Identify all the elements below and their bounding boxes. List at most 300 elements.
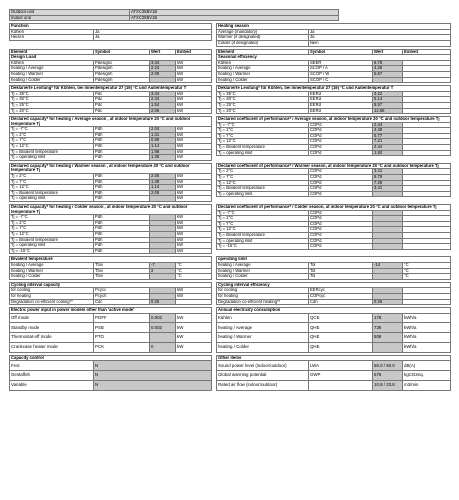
row-unit: kW xyxy=(176,226,212,232)
outdoor-unit-label: Outdoor unit xyxy=(10,10,130,16)
row-symbol: PSB xyxy=(94,323,150,333)
row-unit: kW xyxy=(176,97,212,103)
cold-cop-table xyxy=(216,204,451,250)
row-symbol: Pdh xyxy=(94,248,150,254)
row-label: Standby mode xyxy=(10,323,94,333)
row-symbol: Pdh xyxy=(94,220,150,226)
row-label: heating / Warmer xyxy=(217,268,309,274)
row-label: Tj = 12°C xyxy=(10,144,94,150)
row-symbol: N xyxy=(94,361,212,371)
row-symbol: COPd xyxy=(309,216,373,222)
row-value: 736 xyxy=(373,323,403,333)
section-title: Cycling interval capacity xyxy=(10,282,212,288)
row-value: 2.06 xyxy=(150,71,176,77)
row-unit: kW xyxy=(176,71,212,77)
row-label: Tj = -15°C xyxy=(10,248,94,254)
column-header-symbol: Symbol xyxy=(309,49,373,55)
row-unit: kW xyxy=(176,132,212,138)
row-symbol: Pdh xyxy=(94,237,150,243)
row-value: 1.14 xyxy=(150,144,176,150)
row-value: 5.77 xyxy=(373,133,403,139)
table-row xyxy=(217,108,451,114)
row-label: heating / Average xyxy=(217,262,309,268)
section-title: Declared capacity* for heating / Average season , at indoor temperature 20 °C and outdoor temperature Tj xyxy=(10,117,212,127)
seasonal-table xyxy=(216,49,451,84)
table-row xyxy=(217,299,451,305)
row-symbol: Tol xyxy=(309,268,373,274)
section-pair xyxy=(9,282,451,305)
other-table xyxy=(216,355,451,391)
row-label: heating / Average xyxy=(10,262,94,268)
section-pair xyxy=(9,163,451,202)
row-label: Tj = 2°C xyxy=(10,132,94,138)
row-symbol: Pdesignh xyxy=(94,71,150,77)
table-row xyxy=(10,108,212,114)
row-label: Fest xyxy=(10,361,94,371)
spec-sheet xyxy=(9,9,451,393)
row-label: Rated air flow (indoor/outdoor) xyxy=(217,381,309,391)
annual-table xyxy=(216,307,451,353)
row-value: 3.44 xyxy=(150,60,176,66)
table-row xyxy=(10,71,212,77)
row-label: for heating xyxy=(217,293,309,299)
row-symbol: COPd xyxy=(309,191,373,197)
section-pair xyxy=(9,23,451,46)
section-title: Declared coefficient of performance* / Warmer season, at indoor temperature 20 °C and outdoor temperature Tj xyxy=(217,163,451,169)
heating-season-table xyxy=(216,23,451,46)
section-title: Bivalent temperature xyxy=(10,257,212,263)
row-value xyxy=(150,248,176,254)
row-label: Tj = operating limit xyxy=(217,238,309,244)
row-unit xyxy=(403,150,451,156)
power-input-table xyxy=(9,307,212,353)
row-symbol: SCOP / A xyxy=(309,66,373,72)
row-unit: kW xyxy=(176,196,212,202)
row-unit: kW xyxy=(176,149,212,155)
row-unit: °C xyxy=(403,262,451,268)
row-symbol: Pdh xyxy=(94,190,150,196)
row-symbol: Cdc xyxy=(94,299,150,305)
row-symbol: Pdc xyxy=(94,91,150,97)
row-symbol: Pdh xyxy=(94,132,150,138)
row-label: heating / Colder xyxy=(217,77,309,83)
row-label: Tj = operating limit xyxy=(217,191,309,197)
row-label: heating / Warmer xyxy=(10,268,94,274)
row-symbol: COPd xyxy=(309,145,373,151)
warm-cop-table xyxy=(216,163,451,198)
row-label: Tj = -7°C xyxy=(10,215,94,221)
section-title: Other items xyxy=(217,355,451,361)
row-label: Tj = Bivalent temperature xyxy=(217,186,309,192)
row-label: heating / Average xyxy=(10,66,94,72)
row-label: Tj = 12°C xyxy=(217,227,309,233)
section-title: Seasonal efficiency xyxy=(217,55,451,61)
row-unit xyxy=(403,244,451,250)
row-value: 2 xyxy=(150,268,176,274)
row-symbol: Ja xyxy=(94,35,212,41)
row-label: Tj = 7°C xyxy=(217,221,309,227)
table-row xyxy=(10,371,212,381)
row-label: Tj = operating limit xyxy=(10,243,94,249)
row-value: 3.41 xyxy=(373,186,403,192)
row-value: 3.44 xyxy=(150,91,176,97)
row-symbol: COPd xyxy=(309,128,373,134)
row-label: Tj = 2°C xyxy=(10,174,94,180)
row-label: Tj = -15°C xyxy=(217,244,309,250)
row-label: Tj = 35°C xyxy=(10,91,94,97)
row-value: 1.92 xyxy=(373,150,403,156)
row-unit: °C xyxy=(176,262,212,268)
row-label: Tj = -7°C xyxy=(10,127,94,133)
row-symbol: Pcycc xyxy=(94,288,150,294)
row-value: 7.21 xyxy=(373,139,403,145)
row-label: heating / Average xyxy=(217,323,309,333)
row-label: Tj = 7°C xyxy=(217,175,309,181)
warm-cap-table xyxy=(9,163,212,202)
row-label: Tj = 25°C xyxy=(217,102,309,108)
section-title: Deklarierte Leistung* für Kühlen, bei Innentemperatur 27 (19) °C und Außentemperatur T xyxy=(10,86,212,92)
column-header-value: Wert xyxy=(150,49,176,55)
section-pair xyxy=(9,49,451,84)
row-symbol: Pdh xyxy=(94,179,150,185)
row-symbol: Tbiv xyxy=(94,268,150,274)
section-title: Capacity control xyxy=(10,355,212,361)
row-unit: dB(A) xyxy=(403,361,451,371)
row-label: Tj = 30°C xyxy=(217,97,309,103)
row-unit: kW xyxy=(176,237,212,243)
row-symbol: COPd xyxy=(309,221,373,227)
column-header-unit: Einheit xyxy=(403,49,451,55)
row-label: Tj = 12°C xyxy=(10,231,94,237)
row-label: Tj = 7°C xyxy=(10,179,94,185)
row-unit: kW xyxy=(176,288,212,294)
row-value xyxy=(373,274,403,280)
row-label: heating / Colder xyxy=(10,77,94,83)
row-label: Heizen xyxy=(10,35,94,41)
row-symbol: QHE xyxy=(309,343,373,353)
row-value: 0.002 xyxy=(150,313,176,323)
row-label: Tj = 20°C xyxy=(217,108,309,114)
row-value: 5.79 xyxy=(373,175,403,181)
section-pair xyxy=(9,256,451,279)
section-title: Declared coefficient of performance* / Colder season, at indoor temperature 20 °C and outdoor temperature Tj xyxy=(217,205,451,211)
section-title: Annual electricity consumption xyxy=(217,308,451,314)
column-header-unit: Einheit xyxy=(176,49,212,55)
row-symbol: COPd xyxy=(309,238,373,244)
row-symbol: Pdh xyxy=(94,243,150,249)
row-label: Tj = 35°C xyxy=(217,91,309,97)
row-unit: kW xyxy=(176,190,212,196)
row-unit xyxy=(403,191,451,197)
row-value: 1.31 xyxy=(150,132,176,138)
row-symbol: Cdh xyxy=(309,299,373,305)
row-symbol: COPd xyxy=(309,122,373,128)
row-unit: kW xyxy=(176,243,212,249)
section-title: operating limit xyxy=(217,257,451,263)
table-row xyxy=(10,323,212,333)
row-unit: kW xyxy=(176,248,212,254)
row-symbol: Pdh xyxy=(94,144,150,150)
row-label: Crankcase heater mode xyxy=(10,343,94,353)
row-symbol: COPd xyxy=(309,232,373,238)
row-value: 508 xyxy=(373,333,403,343)
row-value: 1.54 xyxy=(150,102,176,108)
table-row xyxy=(10,66,212,72)
row-value: 3.22 xyxy=(373,91,403,97)
row-symbol: Pdh xyxy=(94,226,150,232)
section-pair xyxy=(9,116,451,161)
row-unit: kW xyxy=(176,91,212,97)
row-unit: kW xyxy=(176,313,212,323)
row-symbol: Pdh xyxy=(94,185,150,191)
row-value: 7.28 xyxy=(373,180,403,186)
row-symbol: EERcyc xyxy=(309,288,373,294)
row-label: Tj = Bivalent temperature xyxy=(10,190,94,196)
table-row xyxy=(10,77,212,83)
row-value: 1.36 xyxy=(150,155,176,161)
indoor-unit-label: Indoor unit xyxy=(10,15,130,21)
design-load-table xyxy=(9,49,212,84)
row-label: Kühlen xyxy=(217,313,309,323)
row-label: Tj = -7°C xyxy=(217,122,309,128)
table-row xyxy=(10,381,212,391)
row-symbol: Pdc xyxy=(94,97,150,103)
table-row xyxy=(217,40,451,46)
cycling-cap-table xyxy=(9,282,212,305)
row-value: 0.25 xyxy=(150,299,176,305)
row-label: Global warming potential xyxy=(217,371,309,381)
table-row xyxy=(10,299,212,305)
row-unit xyxy=(176,299,212,305)
row-symbol: Pdc xyxy=(94,108,150,114)
row-value: -14 xyxy=(373,262,403,268)
row-value: 178 xyxy=(373,313,403,323)
function-table xyxy=(9,23,212,41)
table-row xyxy=(10,313,212,323)
row-value xyxy=(373,77,403,83)
table-row xyxy=(10,361,212,371)
row-symbol: Nein xyxy=(309,40,451,46)
row-symbol: Tbiv xyxy=(94,274,150,280)
section-title: Electric power input in power models other than 'active mode' xyxy=(10,308,212,314)
row-value: 2.44 xyxy=(373,145,403,151)
section-title: Heating season xyxy=(217,24,451,30)
row-value: 2.44 xyxy=(373,122,403,128)
row-value: 2.06 xyxy=(150,108,176,114)
row-unit: kW xyxy=(176,108,212,114)
oplimit-table xyxy=(216,256,451,279)
section-pair xyxy=(9,85,451,114)
row-label: for cooling xyxy=(217,288,309,294)
row-label: heating / Colder xyxy=(10,274,94,280)
avg-cop-table xyxy=(216,116,451,156)
row-label: Tj = Bivalent temperature xyxy=(10,149,94,155)
row-value xyxy=(150,274,176,280)
bivalent-table xyxy=(9,256,212,279)
row-symbol: EERd xyxy=(309,91,373,97)
table-row xyxy=(217,77,451,83)
row-value: 55.0 / 60.0 xyxy=(373,361,403,371)
row-value xyxy=(150,333,176,343)
row-unit: kW xyxy=(176,215,212,221)
row-unit xyxy=(403,299,451,305)
cold-cap-table xyxy=(9,204,212,254)
row-label: Degradation co-efficient heating** xyxy=(217,299,309,305)
row-symbol: Pdh xyxy=(94,155,150,161)
row-value: 5.67 xyxy=(373,71,403,77)
table-row xyxy=(217,333,451,343)
row-value: 1.98 xyxy=(150,149,176,155)
row-symbol: Pdesignh xyxy=(94,66,150,72)
row-symbol: Tol xyxy=(309,274,373,280)
table-row xyxy=(217,191,451,197)
row-value xyxy=(373,191,403,197)
row-symbol: QHE xyxy=(309,323,373,333)
table-row xyxy=(217,313,451,323)
row-symbol: PCK xyxy=(94,343,150,353)
table-row xyxy=(10,35,212,41)
table-row xyxy=(217,274,451,280)
table-row xyxy=(217,343,451,353)
row-symbol: Pdh xyxy=(94,231,150,237)
row-unit: kWh/a xyxy=(403,323,451,333)
row-value: 2.06 xyxy=(150,174,176,180)
row-symbol: GWP xyxy=(309,371,373,381)
units-table xyxy=(9,9,339,21)
row-label: Kühlen xyxy=(10,29,94,35)
column-header-element: Element xyxy=(10,49,94,55)
row-unit: kW xyxy=(176,333,212,343)
row-value: 0 xyxy=(150,343,176,353)
row-symbol xyxy=(309,381,373,391)
row-symbol: COPd xyxy=(309,180,373,186)
row-label: Variable xyxy=(10,381,94,391)
row-value: -7 xyxy=(150,262,176,268)
row-value xyxy=(373,244,403,250)
row-unit: kW xyxy=(176,155,212,161)
row-unit xyxy=(403,77,451,83)
row-label: Tj = 25°C xyxy=(10,102,94,108)
table-row xyxy=(217,381,451,391)
row-label: Tj = 20°C xyxy=(10,108,94,114)
row-symbol: COPcyc xyxy=(309,293,373,299)
row-unit: °C xyxy=(176,274,212,280)
row-unit: kWh/a xyxy=(403,343,451,353)
row-symbol: SCOP / C xyxy=(309,77,373,83)
row-symbol: Pdh xyxy=(94,174,150,180)
row-label: Tj = 30°C xyxy=(10,97,94,103)
row-symbol: COPd xyxy=(309,169,373,175)
row-symbol: COPd xyxy=(309,175,373,181)
row-label: Average (mandatory) xyxy=(217,29,309,35)
row-value: 675 xyxy=(373,371,403,381)
row-value: 5.14 xyxy=(373,97,403,103)
row-symbol: Pdh xyxy=(94,138,150,144)
row-symbol: Pdesignc xyxy=(94,60,150,66)
row-label: for heating xyxy=(10,293,94,299)
row-unit: kW xyxy=(176,127,212,133)
row-symbol: Tbiv xyxy=(94,262,150,268)
table-row xyxy=(217,244,451,250)
row-symbol: Pdc xyxy=(94,102,150,108)
row-value: 6.78 xyxy=(373,60,403,66)
row-value: 4.48 xyxy=(373,128,403,134)
row-unit: °C xyxy=(176,268,212,274)
section-title: Declared capacity* for heating / Colder season , at indoor temperature 20 °C and outdoor temperature Tj xyxy=(10,205,212,215)
row-label: Tj = 2°C xyxy=(10,220,94,226)
section-title: Declared coefficient of performance* / Average season, at indoor temperature 20 °C and outdoor temperature Tj xyxy=(217,117,451,123)
row-symbol: COPd xyxy=(309,150,373,156)
section-title: Deklarierte Leistung* für Kühlen, bei Innentemperatur 27 (19) °C und Außentemperatur T xyxy=(217,86,451,92)
row-unit: kgCO2eq. xyxy=(403,371,451,381)
row-label: Thermostat-off mode xyxy=(10,333,94,343)
row-unit: kW xyxy=(176,231,212,237)
row-unit: kW xyxy=(176,174,212,180)
row-label: Tj = Bivalent temperature xyxy=(10,237,94,243)
table-row xyxy=(10,155,212,161)
row-value: 0.002 xyxy=(150,323,176,333)
row-value: 12.68 xyxy=(373,108,403,114)
row-value: 3.41 xyxy=(373,169,403,175)
row-value: 0.99 xyxy=(150,138,176,144)
row-symbol: Pdh xyxy=(94,215,150,221)
row-value: 10.8 / 23.8 xyxy=(373,381,403,391)
row-unit: °C xyxy=(403,274,451,280)
row-label: Sound power level (indoor/outdoor) xyxy=(217,361,309,371)
row-label: heating / Colder xyxy=(217,274,309,280)
row-value xyxy=(373,343,403,353)
row-symbol: Tol xyxy=(309,262,373,268)
row-unit: kWh/a xyxy=(403,333,451,343)
section-pair xyxy=(9,307,451,353)
row-symbol: COPd xyxy=(309,139,373,145)
section-pair xyxy=(9,204,451,254)
row-symbol: Ja xyxy=(94,29,212,35)
row-symbol: POFF xyxy=(94,313,150,323)
outdoor-unit-value: ATXC35BV1B xyxy=(130,10,339,16)
row-symbol: COPd xyxy=(309,186,373,192)
row-unit: kW xyxy=(176,144,212,150)
row-unit: kW xyxy=(176,220,212,226)
cool-eer-table xyxy=(216,85,451,114)
row-unit: kW xyxy=(176,323,212,333)
row-value: 2.06 xyxy=(150,190,176,196)
row-unit: kW xyxy=(176,102,212,108)
row-symbol: Pdh xyxy=(94,196,150,202)
row-symbol: COPd xyxy=(309,133,373,139)
indoor-unit-value: ATXC35BV1B xyxy=(130,15,339,21)
row-label: Tj = 2°C xyxy=(217,128,309,134)
row-label: Warmer (if designated) xyxy=(217,35,309,41)
row-value: 2.04 xyxy=(150,127,176,133)
row-unit: °C xyxy=(403,268,451,274)
row-label: heating / Average xyxy=(217,66,309,72)
avg-cap-table xyxy=(9,116,212,161)
table-row xyxy=(10,333,212,343)
row-label: Colder (if designated) xyxy=(217,40,309,46)
row-label: Kühlen xyxy=(217,60,309,66)
row-label: Tj = 2°C xyxy=(217,216,309,222)
column-header-element: Element xyxy=(217,49,309,55)
row-symbol: Pcych xyxy=(94,293,150,299)
row-unit: kW xyxy=(176,179,212,185)
row-label: Tj = -7°C xyxy=(217,210,309,216)
row-symbol: LWA xyxy=(309,361,373,371)
row-label: heating / Colder xyxy=(217,343,309,353)
row-label: Tj = operating limit xyxy=(10,155,94,161)
row-value: 0.25 xyxy=(373,299,403,305)
row-value: 8.57 xyxy=(373,102,403,108)
